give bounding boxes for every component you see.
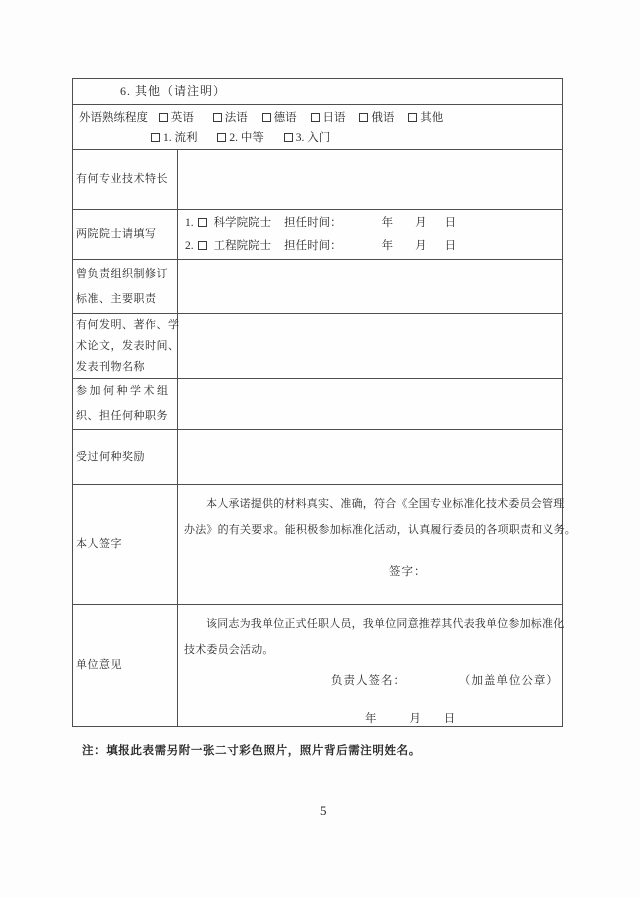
- month-unit: 月: [415, 217, 427, 229]
- row-employer-opinion: [73, 604, 565, 726]
- language-option-japanese: 日语: [311, 112, 346, 124]
- level-option-intermediate: 2. 中等: [217, 132, 264, 144]
- row-awards: [73, 429, 562, 484]
- row-label: [73, 150, 178, 209]
- checkbox-icon: [408, 113, 417, 122]
- row-label-text: 有何专业技术特长: [76, 173, 168, 185]
- academician-entry-cae: 2. 工程院院士 担任时间： 年 月 日: [185, 240, 457, 252]
- row-label: 本人签字: [73, 485, 178, 604]
- level-option-fluent: 1. 流利: [151, 132, 198, 144]
- form-table: [72, 78, 576, 727]
- standards-experience-field: [178, 260, 562, 313]
- checkbox-icon: [359, 113, 368, 122]
- checkbox-icon: [159, 113, 168, 122]
- row-label: 有何发明、著作、学 术论文，发表时间、 发表刊物名称: [73, 314, 178, 378]
- academician-entry-cas: 1. 科学院院士 担任时间： 年 月 日: [185, 217, 457, 229]
- day-unit: 日: [444, 217, 457, 229]
- checkbox-icon: [284, 133, 293, 142]
- checkbox-icon: [217, 133, 226, 142]
- row-label: [73, 210, 178, 259]
- publications-field: [178, 314, 562, 378]
- day-unit: 日: [444, 240, 457, 252]
- language-option-english: 英语: [159, 112, 194, 124]
- awards-field: [178, 430, 562, 484]
- row-label: 受过何种奖励: [73, 430, 178, 484]
- row-academic-organizations: [73, 378, 562, 429]
- month-unit: 月: [409, 713, 421, 725]
- checkbox-icon: [151, 133, 160, 142]
- row-technical-specialty: [73, 149, 562, 209]
- month-unit: 月: [415, 240, 427, 252]
- checkbox-icon: [198, 241, 207, 250]
- checkbox-icon: [311, 113, 320, 122]
- employer-sign-line: [184, 670, 564, 692]
- academician-field: [178, 210, 562, 259]
- other-specify-label: 6. 其他（请注明）: [120, 84, 227, 98]
- language-option-russian: 俄语: [359, 112, 394, 124]
- row-label: 曾负责组织制修订 标准、主要职责: [73, 260, 178, 313]
- row-standards-experience: [73, 259, 562, 313]
- row-academician: [73, 209, 562, 259]
- year-unit: 年: [381, 217, 394, 229]
- employer-statement-line: 该同志为我单位正式任职人员，我单位同意推荐其代表我单位参加标准化: [206, 618, 565, 630]
- commitment-statement-line: 办法》的有关要求。能积极参加标准化活动，认真履行委员的各项职责和义务。: [184, 524, 576, 536]
- official-seal-note: （加盖单位公章）: [458, 675, 559, 687]
- page-number: 5: [320, 803, 327, 818]
- language-levels-line: [79, 128, 562, 148]
- checkbox-icon: [198, 218, 207, 227]
- academic-organizations-field: [178, 379, 562, 429]
- row-label-text: 两院院士请填写: [76, 228, 157, 240]
- row-label: 单位意见: [73, 605, 178, 726]
- year-unit: 年: [381, 240, 394, 252]
- employer-statement-line: 技术委员会活动。: [184, 644, 274, 656]
- row-other-specify: [73, 79, 562, 104]
- commitment-statement-line: 本人承诺提供的材料真实、准确，符合《全国专业标准化技术委员会管理: [206, 498, 565, 510]
- row-publications: [73, 313, 562, 378]
- day-unit: 日: [443, 713, 456, 725]
- checkbox-icon: [213, 113, 222, 122]
- row-label: 参加何种学术组 织、担任何种职务: [73, 379, 178, 429]
- row-personal-signature: [73, 484, 576, 604]
- language-proficiency-label: 外语熟练程度: [79, 112, 148, 124]
- language-options-line: [79, 108, 562, 128]
- level-option-beginner: 3. 入门: [284, 132, 331, 144]
- language-option-other: 其他: [408, 112, 443, 124]
- signature-label: 签字：: [389, 566, 427, 578]
- employer-date-line: [184, 709, 564, 729]
- language-option-german: 德语: [262, 112, 297, 124]
- photo-attachment-note: 注：填报此表需另附一张二寸彩色照片，照片背后需注明姓名。: [82, 745, 421, 757]
- employer-opinion-field: [178, 605, 568, 726]
- responsible-person-signature-label: 负责人签名：: [331, 675, 406, 687]
- year-unit: 年: [365, 713, 377, 725]
- language-option-french: 法语: [213, 112, 248, 124]
- personal-signature-field: [178, 485, 580, 604]
- checkbox-icon: [262, 113, 271, 122]
- technical-specialty-field: [178, 150, 562, 209]
- row-foreign-language: [73, 104, 562, 149]
